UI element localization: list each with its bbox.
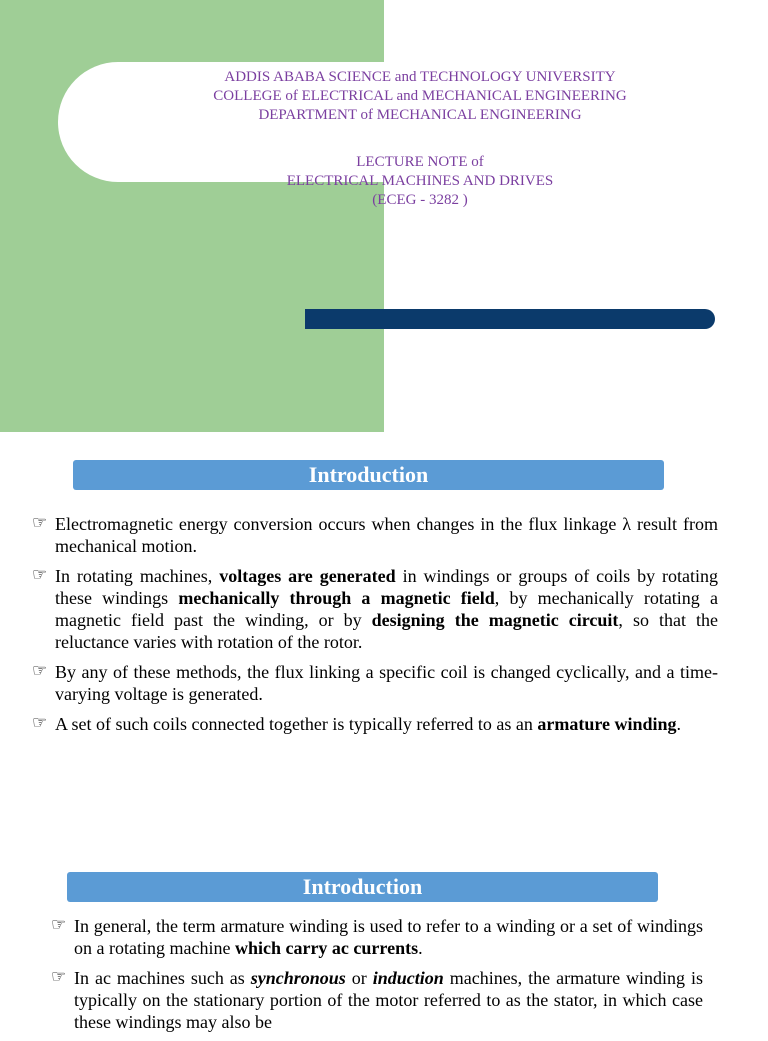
bullet-list — [51, 915, 703, 1041]
list-item — [32, 513, 718, 557]
bullet-text: . — [676, 714, 682, 734]
bullet-emphasis: induction — [372, 968, 444, 988]
list-item — [32, 565, 718, 653]
bullet-text: In general, the term armature winding is used to refer to a winding or a set of windings on a rotating machine — [74, 916, 703, 958]
college-name: COLLEGE of ELECTRICAL and MECHANICAL ENGINEERING — [213, 88, 627, 104]
department-name: DEPARTMENT of MECHANICAL ENGINEERING — [258, 107, 582, 123]
bullet-emphasis: designing the magnetic circuit — [371, 610, 619, 630]
decorative-bar — [305, 309, 715, 329]
bullet-text: In rotating machines, — [55, 566, 220, 586]
bullet-text: , by mechanically rotating a magnetic field past the winding, or by — [55, 588, 718, 630]
bullet-text: By any of these methods, the flux linking a specific coil is changed cyclically, and a time-varying voltage is generated. — [55, 662, 718, 704]
bullet-text: A set of such coils connected together is typically referred to as an — [55, 714, 538, 734]
pointing-hand-icon: ☞ — [51, 915, 67, 934]
section-heading: Introduction — [67, 872, 658, 902]
list-item — [32, 713, 718, 735]
pointing-hand-icon: ☞ — [32, 513, 48, 532]
university-name: ADDIS ABABA SCIENCE and TECHNOLOGY UNIVERSITY — [224, 69, 616, 85]
lecture-note-label: LECTURE NOTE of — [356, 154, 484, 170]
bullet-emphasis: mechanically through a magnetic field — [178, 588, 495, 608]
course-code: (ECEG - 3282 ) — [372, 192, 468, 208]
pointing-hand-icon: ☞ — [51, 967, 67, 986]
bullet-emphasis: armature winding — [537, 714, 677, 734]
bullet-text: , so that the reluctance varies with rotation of the rotor. — [55, 610, 718, 652]
course-name: ELECTRICAL MACHINES AND DRIVES — [286, 173, 554, 189]
list-item — [32, 661, 718, 705]
list-item — [51, 967, 703, 1033]
pointing-hand-icon: ☞ — [32, 661, 48, 680]
bullet-text: in windings or groups of coils by rotating these windings — [55, 566, 718, 608]
bullet-text: machines, the armature winding is typically on the stationary portion of the motor referred to as the stator, in which case these windings may also be — [74, 968, 703, 1032]
bullet-text: Electromagnetic energy conversion occurs when changes in the flux linkage λ result from mechanical motion. — [55, 514, 718, 556]
bullet-text: . — [418, 938, 423, 958]
bullet-text: or — [345, 968, 373, 988]
bullet-emphasis: voltages are generated — [219, 566, 396, 586]
list-item — [51, 915, 703, 959]
pointing-hand-icon: ☞ — [32, 565, 48, 584]
pointing-hand-icon: ☞ — [32, 713, 48, 732]
bullet-emphasis: synchronous — [250, 968, 346, 988]
bullet-emphasis: which carry ac currents — [234, 938, 419, 958]
bullet-list — [32, 513, 718, 743]
section-heading: Introduction — [73, 460, 664, 490]
bullet-text: In ac machines such as — [74, 968, 251, 988]
title-text-block — [110, 68, 730, 210]
